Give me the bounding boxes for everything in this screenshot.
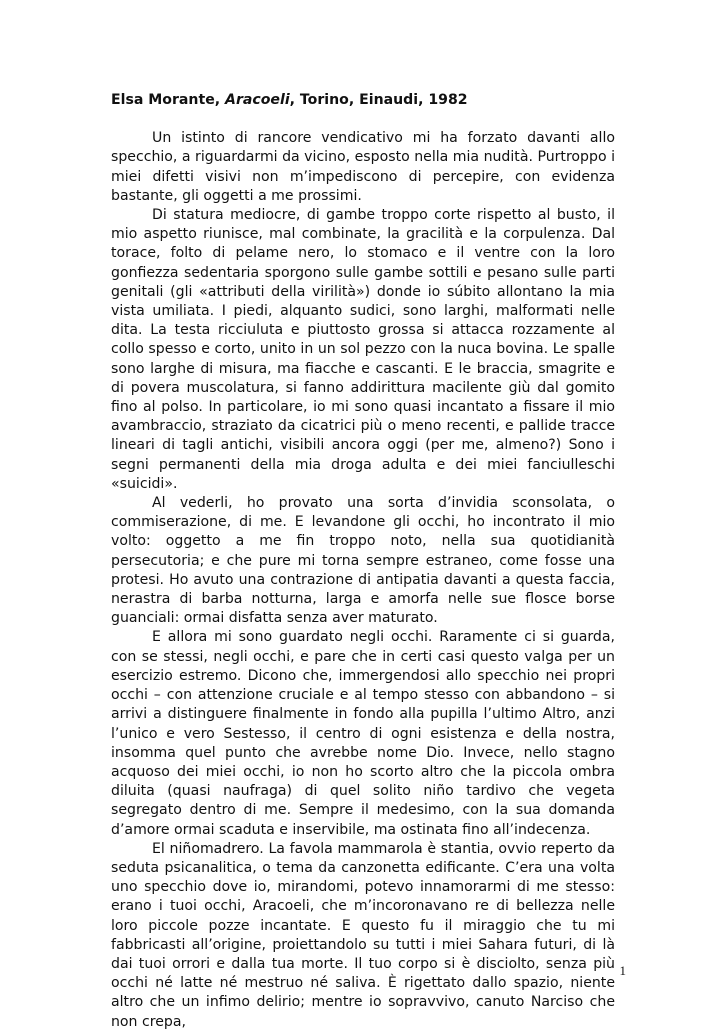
paragraph-1: Un istinto di rancore vendicativo mi ha forzato davanti allo specchio, a riguardarmi da vicino, esposto nella mia nudità. Purtroppo i miei difetti visivi non m’impediscono di percepire, con evidenza bastante, gli oggetti a me prossimi. xyxy=(111,130,615,204)
paragraph-4: E allora mi sono guardato negli occhi. Raramente ci si guarda, con se stessi, negli occhi, e pare che in certi casi questo valga per un esercizio estremo. Dicono che, immergendosi allo specchio nei propri occhi – con attenzione cruciale e al tempo stesso con abbandono – si arrivi a distinguere finalmente in fondo alla pupilla l’ultimo Altro, anzi l’unico e vero Sestesso, il centro di ogni esistenza e della nostra, insomma quel punto che avrebbe nome Dio. Invece, nello stagno acquoso dei miei occhi, io non ho scorto altro che la piccola ombra diluita (quasi naufraga) di quel solito niño tardivo che vegeta segregato dentro di me. Sempre il medesimo, con la sua domanda d’amore ormai scaduta e inservibile, ma ostinata fino all’indecenza. xyxy=(111,629,615,838)
bibliographic-heading xyxy=(111,91,615,110)
page-number: 1 xyxy=(619,963,626,978)
paragraph-3: Al vederli, ho provato una sorta d’invidia sconsolata, o commiserazione, di me. E levandone gli occhi, ho incontrato il mio volto: oggetto a me fin troppo noto, nella sua quotidianità persecutoria; e che pure mi torna sempre estraneo, come fosse una protesi. Ho avuto una contrazione di antipatia davanti a questa faccia, nerastra di barba notturna, larga e amorfa nelle sue flosce borse guanciali: ormai disfatta senza aver maturato. xyxy=(111,495,615,627)
heading-title: Aracoeli xyxy=(225,92,290,108)
heading-publisher: , Torino, Einaudi, 1982 xyxy=(289,92,468,108)
paragraph-2: Di statura mediocre, di gambe troppo corte rispetto al busto, il mio aspetto riunisce, mal combinate, la gracilità e la corpulenza. Dal torace, folto di pelame nero, lo stomaco e il ventre con la loro gonfiezza sedentaria sporgono sulle gambe sottili e pesano sulle parti genitali (gli «attributi della virilità») donde io súbito allontano la mia vista umiliata. I piedi, alquanto sudici, sono larghi, malformati nelle dita. La testa ricciuluta e piuttosto grossa si attacca rozzamente al collo spesso e corto, unito in un sol pezzo con la nuca bovina. Le spalle sono larghe di misura, ma fiacche e cascanti. E le braccia, smagrite e di povera muscolatura, si fanno addirittura macilente giù dal gomito fino al polso. In particolare, io mi sono quasi incantato a fissare il mio avambraccio, straziato da cicatrici più o meno recenti, e pallide tracce lineari di tagli antichi, visibili ancora oggi (per me, almeno?) Sono i segni permanenti della mia droga adulta e dei miei fanciulleschi «suicidi». xyxy=(111,207,615,492)
heading-author: Elsa Morante, xyxy=(111,92,226,108)
paragraph-5: El niñomadrero. La favola mammarola è stantia, ovvio reperto da seduta psicanalitica, o tema da canzonetta edificante. C’era una volta uno specchio dove io, mirandomi, potevo innamorarmi di me stesso: erano i tuoi occhi, Aracoeli, che m’incoronavano re di bellezza nelle loro piccole pozze incantate. E questo fu il miraggio che tu mi fabbricasti all’origine, proiettandolo su tutti i miei Sahara futuri, di là dai tuoi orrori e dalla tua morte. Il tuo corpo si è disciolto, senza più occhi né latte né mestruo né saliva. È rigettato dallo spazio, niente altro che un infimo delirio; mentre io sopravvivo, canuto Narciso che non crepa, xyxy=(111,840,615,1030)
document-body xyxy=(111,91,615,1032)
